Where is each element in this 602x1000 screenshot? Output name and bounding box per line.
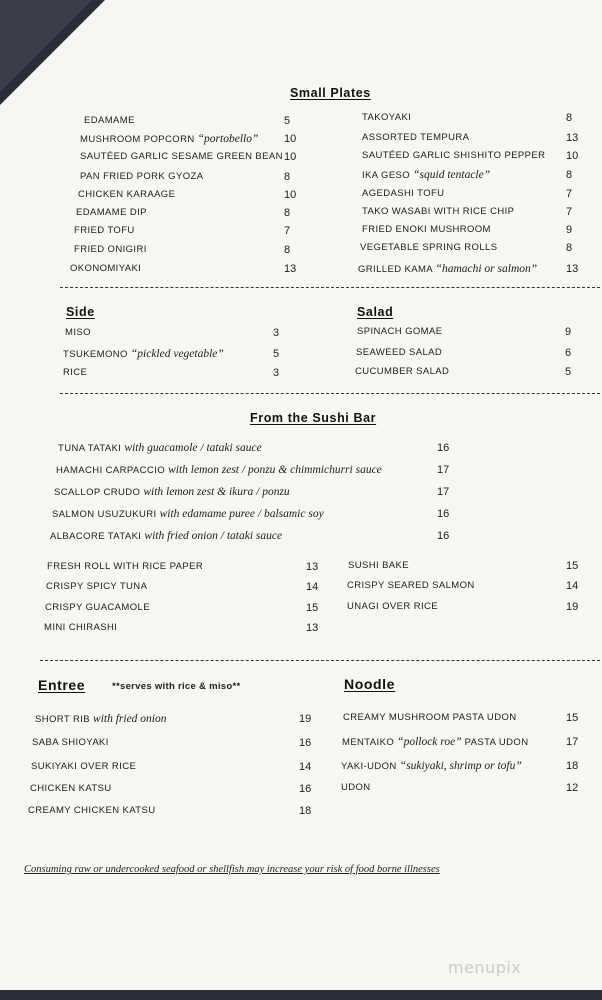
- item-name: YAKI-UDON: [341, 761, 397, 772]
- item-price: 13: [566, 263, 579, 275]
- item-name: CREAMY CHICKEN KATSU: [28, 805, 156, 816]
- item-name: CUCUMBER SALAD: [355, 366, 450, 377]
- entree-note: **serves with rice & miso**: [112, 681, 241, 692]
- menu-item: [58, 442, 262, 455]
- menu-item: [30, 783, 112, 795]
- menu-item: [362, 132, 469, 144]
- item-name: SUSHI BAKE: [348, 560, 410, 571]
- item-price: 13: [306, 561, 319, 573]
- item-name: CRISPY SEARED SALMON: [347, 580, 475, 591]
- menu-item: [52, 508, 324, 521]
- menu-item: [46, 581, 147, 593]
- item-price: 15: [566, 560, 579, 572]
- item-description: “sukiyaki, shrimp or tofu”: [399, 760, 522, 772]
- item-name: HAMACHI CARPACCIO: [56, 465, 166, 476]
- item-name: RICE: [63, 367, 88, 378]
- menu-item: [348, 560, 409, 572]
- background-edge: [0, 990, 602, 1000]
- item-name: UDON: [341, 782, 371, 793]
- item-name: TAKO WASABI WITH RICE CHIP: [362, 206, 515, 217]
- item-price: 14: [306, 581, 319, 593]
- item-price: 12: [566, 782, 579, 794]
- menu-item: [70, 263, 141, 275]
- item-price: 15: [306, 602, 319, 614]
- divider-2: [60, 393, 600, 394]
- item-price: 9: [566, 224, 573, 236]
- item-name: SPINACH GOMAE: [357, 326, 443, 337]
- menu-item: [362, 150, 545, 162]
- item-name: FRESH ROLL WITH RICE PAPER: [47, 561, 204, 572]
- menu-item: [362, 206, 514, 218]
- menu-item: [84, 115, 135, 127]
- item-name: GRILLED KAMA: [358, 264, 433, 275]
- item-name: CHICKEN KATSU: [30, 783, 112, 794]
- menu-item: [356, 347, 442, 359]
- item-price: 18: [299, 805, 312, 817]
- item-description: with lemon zest / ponzu & chimmichurri sauce: [168, 464, 382, 476]
- item-name: OKONOMIYAKI: [70, 263, 142, 274]
- item-name: EDAMAME: [84, 115, 135, 126]
- item-description: “hamachi or salmon”: [435, 263, 538, 275]
- item-price: 8: [566, 112, 573, 124]
- item-price: 6: [565, 347, 572, 359]
- item-price: 15: [566, 712, 579, 724]
- small-plates-heading: Small Plates: [290, 86, 371, 100]
- item-price: 17: [437, 486, 450, 498]
- menu-item: [78, 189, 175, 201]
- item-name: FRIED ONIGIRI: [74, 244, 147, 255]
- menu-item: [47, 561, 203, 573]
- item-price: 8: [284, 244, 291, 256]
- item-price: 16: [299, 783, 312, 795]
- item-description: “squid tentacle”: [413, 169, 491, 181]
- menu-item: [362, 112, 411, 124]
- item-price: 13: [284, 263, 297, 275]
- item-price: 19: [566, 601, 579, 613]
- menu-item: [50, 530, 282, 543]
- item-name: CREAMY MUSHROOM PASTA UDON: [343, 712, 517, 723]
- item-name: FRIED ENOKI MUSHROOM: [362, 224, 491, 235]
- menu-item: [45, 602, 150, 614]
- item-description: “pickled vegetable”: [130, 348, 224, 360]
- item-price: 8: [566, 242, 573, 254]
- item-price: 3: [273, 327, 280, 339]
- item-name: SAUTÉED GARLIC SHISHITO PEPPER: [362, 150, 546, 161]
- menu-item: [347, 580, 475, 592]
- menu-item: [341, 782, 371, 794]
- item-description: with guacamole / tataki sauce: [124, 442, 262, 454]
- item-price: 7: [284, 225, 291, 237]
- menu-item: [63, 367, 87, 379]
- menu-item: [362, 224, 491, 236]
- item-name: SALMON USUZUKURI: [52, 509, 157, 520]
- menu-item: [343, 712, 517, 724]
- menu-item: [76, 207, 147, 219]
- food-safety-warning: Consuming raw or undercooked seafood or shellfish may increase your risk of food borne illnesses: [24, 864, 440, 875]
- item-price: 8: [284, 171, 291, 183]
- item-price: 5: [273, 348, 280, 360]
- item-price: 14: [299, 761, 312, 773]
- item-name: ASSORTED TEMPURA: [362, 132, 470, 143]
- menu-item: [74, 225, 135, 237]
- item-price: 8: [566, 169, 573, 181]
- menu-item: [80, 171, 203, 183]
- menu-item: [357, 326, 442, 338]
- side-heading: Side: [66, 305, 95, 319]
- item-price: 10: [284, 151, 297, 163]
- item-name: SUKIYAKI OVER RICE: [31, 761, 137, 772]
- noodle-heading: Noodle: [344, 676, 396, 692]
- item-name: CRISPY SPICY TUNA: [46, 581, 148, 592]
- item-name: SABA SHIOYAKI: [32, 737, 109, 748]
- item-price: 16: [299, 737, 312, 749]
- menu-item: [341, 760, 522, 773]
- item-name: SCALLOP CRUDO: [54, 487, 141, 498]
- divider-1: [60, 287, 600, 288]
- menu-item: [74, 244, 147, 256]
- menu-item: [358, 263, 537, 276]
- item-price: 3: [273, 367, 280, 379]
- item-name: ALBACORE TATAKI: [50, 531, 142, 542]
- item-price: 10: [566, 150, 579, 162]
- item-name: MENTAIKO: [342, 737, 395, 748]
- item-description: with fried onion / tataki sauce: [144, 530, 283, 542]
- salad-heading: Salad: [357, 305, 394, 319]
- menu-item: [35, 713, 167, 726]
- menu-item: [80, 151, 283, 163]
- item-price: 8: [284, 207, 291, 219]
- item-description: “portobello”: [197, 133, 259, 145]
- menu-item: [54, 486, 290, 499]
- item-name: SAUTÉED GARLIC SESAME GREEN BEAN: [80, 151, 283, 162]
- item-price: 5: [284, 115, 291, 127]
- menu-item: [28, 805, 155, 817]
- item-name: TSUKEMONO: [63, 349, 128, 360]
- menu-item: [32, 737, 109, 749]
- item-price: 9: [565, 326, 572, 338]
- item-description: with fried onion: [93, 713, 167, 725]
- item-name: CHICKEN KARAAGE: [78, 189, 176, 200]
- menu-item: [362, 188, 444, 200]
- menu-item: [360, 242, 497, 254]
- item-price: 16: [437, 508, 450, 520]
- item-name: PAN FRIED PORK GYOZA: [80, 171, 204, 182]
- item-price: 7: [566, 188, 573, 200]
- item-price: 19: [299, 713, 312, 725]
- page-corner-shadow: [0, 0, 92, 92]
- menu-item: [56, 464, 382, 477]
- menu-item: [362, 169, 490, 182]
- menu-item: [342, 736, 528, 749]
- menu-item: [355, 366, 449, 378]
- menu-item: [44, 622, 117, 634]
- item-description: with edamame puree / balsamic soy: [159, 508, 324, 520]
- menu-item: [80, 133, 258, 146]
- item-name: EDAMAME DIP: [76, 207, 147, 218]
- sushi-bar-heading: From the Sushi Bar: [250, 411, 377, 425]
- item-name: UNAGI OVER RICE: [347, 601, 438, 612]
- item-price: 5: [565, 366, 572, 378]
- item-description: “pollock roe”: [397, 736, 462, 748]
- item-price: 10: [284, 189, 297, 201]
- menupix-watermark: menupix: [448, 958, 522, 977]
- item-price: 18: [566, 760, 579, 772]
- item-name: FRIED TOFU: [74, 225, 135, 236]
- item-name: AGEDASHI TOFU: [362, 188, 445, 199]
- menu-item: [31, 761, 136, 773]
- item-price: 13: [566, 132, 579, 144]
- item-name: SEAWEED SALAD: [356, 347, 443, 358]
- item-price: 17: [437, 464, 450, 476]
- item-name: TUNA TATAKI: [58, 443, 122, 454]
- item-price: 10: [284, 133, 297, 145]
- item-price: 16: [437, 442, 450, 454]
- item-price: 7: [566, 206, 573, 218]
- menu-item: [63, 348, 224, 361]
- item-price: 17: [566, 736, 579, 748]
- divider-3: [40, 660, 600, 661]
- menu-item: [65, 327, 91, 339]
- menu-item: [347, 601, 438, 613]
- item-name: IKA GESO: [362, 170, 411, 181]
- entree-heading: Entree: [38, 677, 86, 693]
- item-name: MUSHROOM POPCORN: [80, 134, 195, 145]
- item-description: with lemon zest & ikura / ponzu: [143, 486, 290, 498]
- item-name-suffix: PASTA UDON: [464, 737, 529, 748]
- item-name: MINI CHIRASHI: [44, 622, 118, 633]
- item-price: 16: [437, 530, 450, 542]
- item-price: 14: [566, 580, 579, 592]
- item-name: VEGETABLE SPRING ROLLS: [360, 242, 498, 253]
- item-price: 13: [306, 622, 319, 634]
- item-name: SHORT RIB: [35, 714, 90, 725]
- item-name: CRISPY GUACAMOLE: [45, 602, 150, 613]
- item-name: TAKOYAKI: [362, 112, 412, 123]
- item-name: MISO: [65, 327, 91, 338]
